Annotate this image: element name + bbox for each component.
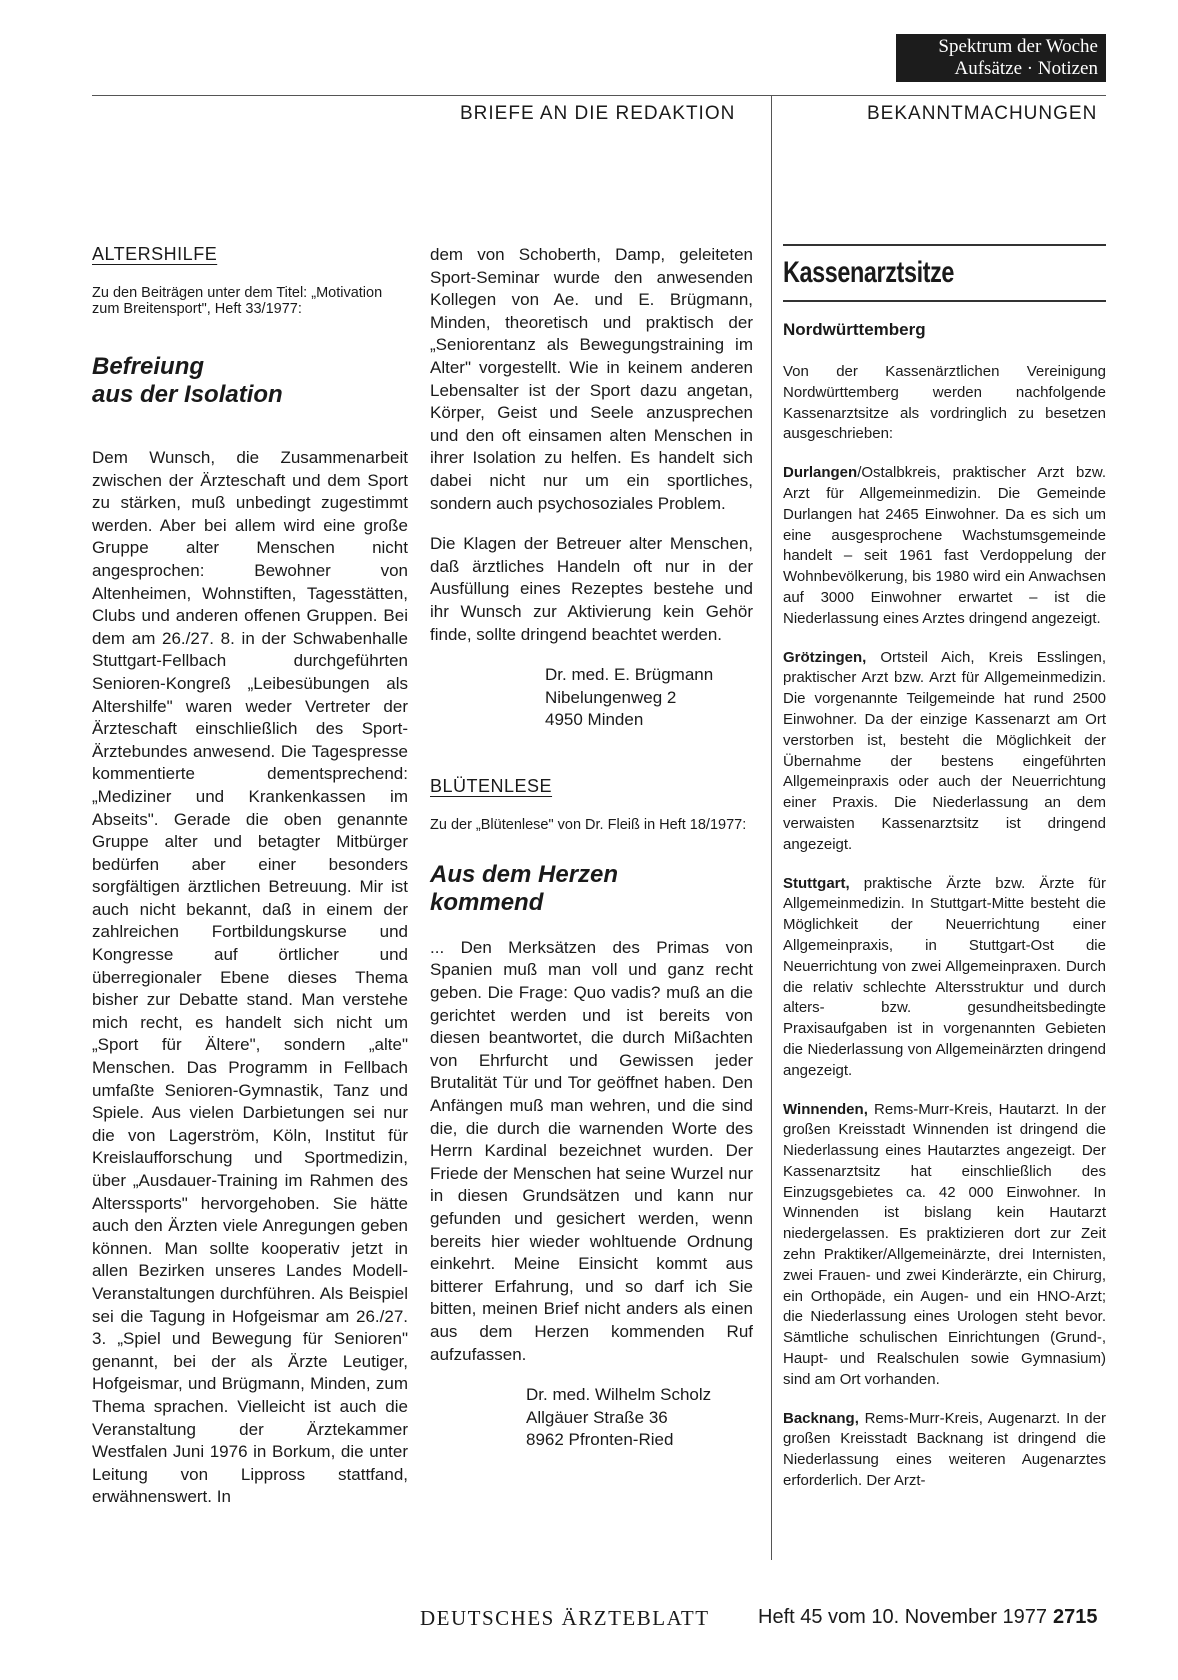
badge-line-1: Spektrum der Woche [938,36,1098,57]
signature-line: 8962 Pfronten-Ried [526,1430,674,1450]
header-rule [92,95,1106,96]
column-3 [783,244,1106,1492]
entry-stuttgart [783,874,1106,1082]
letter-body-continued: dem von Schoberth, Damp, geleiteten Sport-Seminar wurde den anwesenden Kollegen von Ae. und E. Brügmann, Minden, theoretisch und praktisch der „Seniorentanz als Bewegungstraining im Alter" vorgestellt. Wie in keinem anderen Lebensalter ist der Sport dazu angetan, Körper, Geist und Seele anzusprechen und den oft einsamen alten Menschen in ihrer Isolation zu helfen. Es handelt sich dabei nicht nur um ein sportliches, sondern auch psychosoziales Problem. [430,245,753,513]
entry-groetzingen [783,648,1106,856]
header-announcements: BEKANNTMACHUNGEN [867,103,1098,124]
entry-text: Rems-Murr-Kreis, Hautarzt. In der großen Kreisstadt Winnenden ist dringend die Niederlassung eines Hautarztes angezeigt. Der Kassenarztsitz hat einschließlich des Einzugsgebietes ca. 42 000 Einwohner. In Winnenden ist bislang kein Hautarzt niedergelassen. Es praktizieren dort zur Zeit zehn Praktiker/Allgemeinärzte, drei Internisten, zwei Frauen- und zwei Kinderärzte, ein Chirurg, ein Orthopäde, ein Augen- und ein HNO-Arzt; die Niederlassung eines Urologen steht bevor. Sämtliche schulischen Einrichtungen (Grund-, Haupt- und Realschulen sowie Gymnasium) sind am Ort vorhanden. [783,1100,1106,1388]
announcement-intro: Von der Kassenärztlichen Vereinigung Nordwürttemberg werden nachfolgende Kassenarztsitze als vordringlich zu besetzen ausgeschrieben: [783,363,1106,443]
footer-page-number: 2715 [1053,1606,1098,1628]
column-1 [92,244,408,1509]
section-title-altershilfe: ALTERSHILFE [92,244,218,264]
signature-line: Nibelungenweg 2 [545,687,677,707]
title-rule-bottom [783,300,1106,302]
header-letters: BRIEFE AN DIE REDAKTION [460,103,736,124]
footer-magazine: DEUTSCHES ÄRZTEBLATT [420,1606,710,1630]
title-rule-top [783,244,1106,246]
letter-body-paragraph-2: Die Klagen der Betreuer alter Menschen, daß ärztliches Handeln oft nur in der Ausfüllung eines Rezeptes bestehe und ihr Wunsch zur Aktivierung kein Gehör finde, sollte dringend beachtet werden. [430,534,753,644]
entry-winnenden [783,1100,1106,1391]
signature-bruegmann [430,664,753,732]
headline-line-2: aus der Isolation [92,381,283,408]
signature-scholz [430,1384,753,1452]
entry-text: praktische Ärzte bzw. Ärzte für Allgemeinmedizin. In Stuttgart-Mitte besteht die Möglichkeit der Neuerrichtung einer Allgemeinpraxis, in Stuttgart-Ost die Neuerrichtung von zwei Allgemeinpraxen. Durch die relativ schlechte Altersstruktur und durch alters- bzw. gesundheitsbedingte Praxisaufgaben ist in vorgenannten Gebieten die Niederlassung von Allgemeinärzten dringend angezeigt. [783,874,1106,1079]
entry-text: /Ostalbkreis, praktischer Arzt bzw. Arzt für Allgemeinmedizin. Die Gemeinde Durlangen hat 2465 Einwohner. Da es sich um eine ausgesprochene Wachstumsgemeinde handelt – seit 1961 fast Verdoppelung der Wohnbevölkerung, bis 1980 wird ein Anwachsen auf 3000 Einwohner erwartet – ist die Niederlassung eines Arztes dringend angezeigt. [783,464,1106,627]
signature-line: Dr. med. E. Brügmann [545,665,714,685]
entry-text: Ortsteil Aich, Kreis Esslingen, praktischer Arzt bzw. Arzt für Allgemeinmedizin. Die vorgenannte Teilgemeinde hat rund 2500 Einwohner. Da der einzige Kassenarzt am Ort verstorben ist, besteht die Möglichkeit der Übernahme der bestens eingeführten Allgemeinpraxis oder auch der Neuerrichtung einer Praxis. Die Niederlassung an dem verwaisten Kassenarztsitz ist dringend angezeigt. [783,648,1106,853]
letter-intro: Zu den Beiträgen unter dem Titel: „Motivation zum Breitensport", Heft 33/1977: [92,285,383,317]
signature-line: Allgäuer Straße 36 [526,1407,668,1427]
announcement-title: Kassenarztsitze [783,256,955,289]
letter-headline-2 [430,861,753,917]
signature-line: Dr. med. Wilhelm Scholz [526,1385,712,1405]
letter-body-2: ... Den Merksätzen des Primas von Spanien muß man voll und ganz recht geben. Die Frage: Quo vadis? muß an die gerichtet werden und ist bereits von diesen beantwortet, die durch Mißachten von Ehrfurcht und Gewissen jeder Brutalität Tür und Tor geöffnet haben. Den Anfängen muß man wehren, und die sind die, die durch die warnenden Worte des Herrn Kardinal bezeichnet wurden. Der Friede der Menschen hat seine Wurzel nur in diesen Grundsätzen und kann nur gefunden und gesichert werden, wenn bereits hier wieder wohltuende Ordnung einkehrt. Meine Einsicht kommt aus bitterer Erfahrung, und so darf ich Sie bitten, meinen Brief nicht anders als einen aus dem Herzen kommenden Ruf aufzufassen. [430,937,753,1364]
headline-line-2: kommend [430,888,544,916]
entry-place: Grötzingen, [783,648,867,666]
column-2 [430,244,753,1452]
entry-place: Backnang, [783,1409,859,1427]
region-heading: Nordwürttemberg [783,320,926,339]
entry-durlangen [783,463,1106,629]
footer-issue: Heft 45 vom 10. November 1977 [758,1606,1048,1628]
section-badge [896,34,1106,82]
column-divider [771,96,772,1560]
entry-backnang [783,1409,1106,1492]
letter-intro-2: Zu der „Blütenlese" von Dr. Fleiß in Heft 18/1977: [430,816,747,833]
entry-place: Durlangen [783,464,858,482]
letter-headline [92,353,408,409]
entry-text: Rems-Murr-Kreis, Augenarzt. In der großen Kreisstadt Backnang ist dringend die Niederlassung eines weiteren Augenarztes erforderlich. Der Arzt- [783,1409,1106,1490]
headline-line-1: Befreiung [92,353,205,380]
letter-body: Dem Wunsch, die Zusammenarbeit zwischen der Ärzteschaft und dem Sport zu stärken, muß unbedingt zugestimmt werden. Aber bei allem wird eine große Gruppe alter Menschen nicht angesprochen: Bewohner von Altenheimen, Wohnstiften, Tagesstätten, Clubs und anderen offenen Gruppen. Bei dem am 26./27. 8. in der Schwabenhalle Stuttgart-Fellbach durchgeführten Senioren-Kongreß „Leibesübungen als Altershilfe" waren weder Vertreter der Ärzteschaft einschließlich des Sport-Ärztebundes anwesend. Die Tagespresse kommentierte dementsprechend: „Mediziner und Krankenkassen im Abseits". Gerade die oben genannte Gruppe alter und betagter Mitbürger bedürfen aber einer besonders sorgfältigen ärztlichen Betreuung. Mir ist auch nicht bekannt, daß in einem der zahlreichen Fortbildungskurse und Kongresse auf örtlicher und überregionaler Ebene dieses Thema bisher zur Debatte stand. Man verstehe mich recht, es handelt sich nicht um „Sport für Ältere", sondern „alte" Menschen. Das Programm in Fellbach umfaßte Senioren-Gymnastik, Tanz und Spiele. Aus vielen Darbietungen sei nur die von Lagerström, Köln, Institut für Kreislaufforschung und Sportmedizin, über „Ausdauer-Training im Rahmen des Alterssports" hervorgehoben. Sie hätte auch den Ärzten viele Anregungen geben können. Man sollte kooperativ jetzt in allen Bezirken unseres Landes Modell-Veranstaltungen durchführen. Als Beispiel sei die Tagung in Hofgeismar am 26./27. 3. „Spiel und Bewegung für Senioren" genannt, bei der als Ärzte Leutiger, Hofgeismar, und Brügmann, Minden, zum Thema sprachen. Vielleicht ist auch die Veranstaltung der Ärztekammer Westfalen Juni 1976 in Borkum, die unter Leitung von Lippross stattfand, erwähnenswert. In [92,448,408,1507]
section-title-bluetenlese: BLÜTENLESE [430,775,553,796]
signature-line: 4950 Minden [545,710,644,730]
entry-place: Winnenden, [783,1100,868,1118]
headline-line-1: Aus dem Herzen [430,860,619,888]
badge-line-2: Aufsätze · Notizen [954,58,1098,79]
entry-place: Stuttgart, [783,874,850,892]
